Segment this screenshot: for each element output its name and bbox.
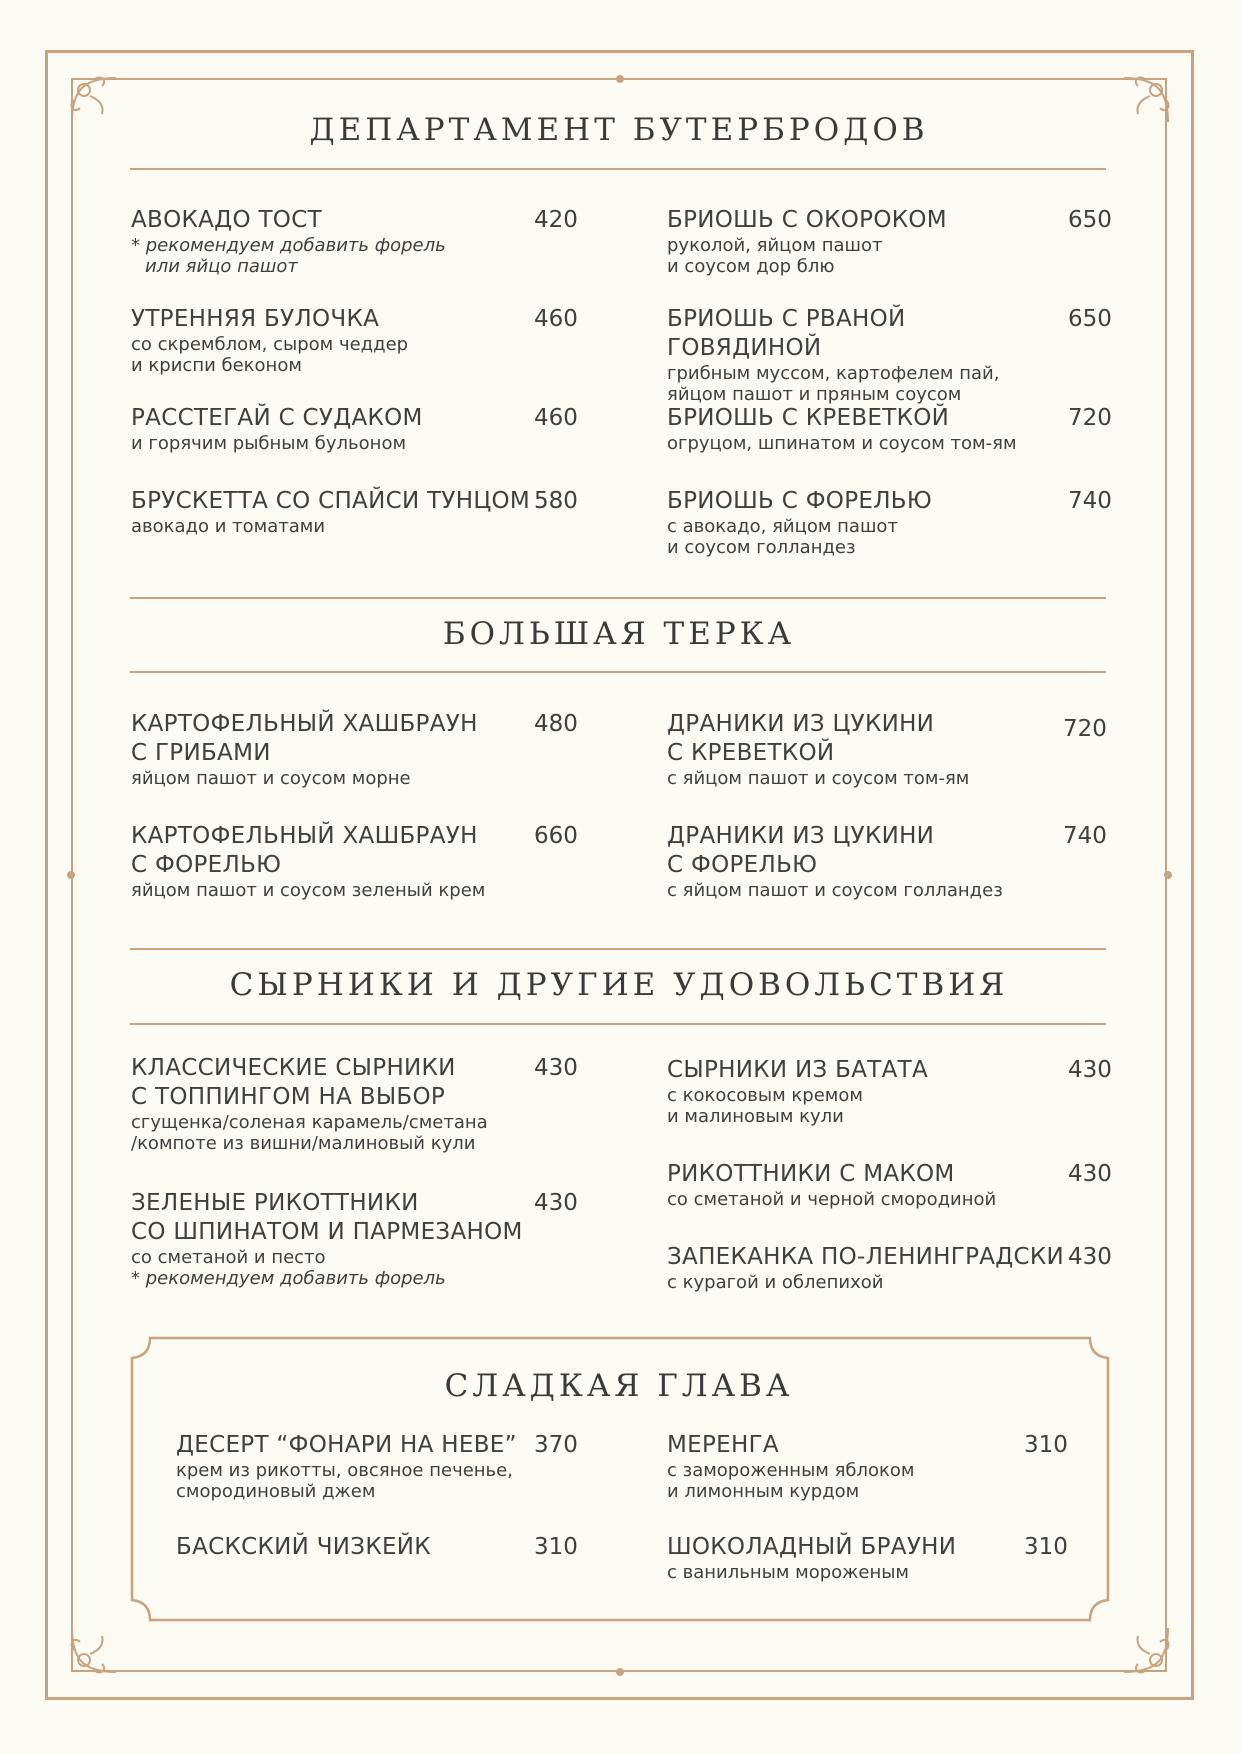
frame-dot-bottom [616, 1668, 624, 1676]
item-desc: и соусом дор блю [667, 256, 835, 277]
item-price: 650 [1068, 207, 1112, 233]
menu-item [667, 1160, 1067, 1210]
frame-dot-left [67, 871, 75, 879]
menu-item [667, 404, 1067, 454]
menu-item [131, 404, 531, 454]
item-name: С ТОППИНГОМ НА ВЫБОР [131, 1084, 446, 1110]
divider [130, 671, 1106, 673]
menu-item [131, 710, 531, 789]
item-price: 430 [1068, 1244, 1112, 1270]
frame-dot-right [1164, 871, 1172, 879]
item-name: СЫРНИКИ ИЗ БАТАТА [667, 1057, 929, 1083]
section-title: ДЕПАРТАМЕНТ БУТЕРБРОДОВ [309, 112, 929, 148]
item-desc: яйцом пашот и соусом зеленый крем [131, 880, 486, 901]
item-price: 310 [1024, 1432, 1068, 1458]
section-title: СЫРНИКИ И ДРУГИЕ УДОВОЛЬСТВИЯ [229, 967, 1009, 1003]
item-note: или яйцо пашот [145, 256, 298, 277]
corner-ornament-icon [1116, 1620, 1176, 1680]
item-price: 460 [534, 306, 578, 332]
item-desc: и соусом голландез [667, 537, 856, 558]
item-name: БРИОШЬ С РВАНОЙ ГОВЯДИНОЙ [667, 306, 906, 361]
item-price: 740 [1068, 488, 1112, 514]
divider [130, 1023, 1106, 1025]
item-price: 480 [534, 711, 578, 737]
divider [130, 168, 1106, 170]
item-name: С ГРИБАМИ [131, 740, 271, 766]
item-price: 310 [1024, 1534, 1068, 1560]
item-name: С ФОРЕЛЬЮ [667, 852, 818, 878]
item-price: 370 [534, 1432, 578, 1458]
item-price: 740 [1063, 823, 1107, 849]
item-name: С ФОРЕЛЬЮ [131, 852, 282, 878]
item-name: КАРТОФЕЛЬНЫЙ ХАШБРАУН [131, 711, 478, 737]
menu-item [667, 1533, 1027, 1583]
item-desc: с авокадо, яйцом пашот [667, 516, 898, 537]
item-name: АВОКАДО ТОСТ [131, 207, 322, 233]
item-name: СО ШПИНАТОМ И ПАРМЕЗАНОМ [131, 1219, 523, 1245]
item-desc: с ванильным мороженым [667, 1562, 909, 1583]
item-desc: с яйцом пашот и соусом голландез [667, 880, 1003, 901]
item-name: ШОКОЛАДНЫЙ БРАУНИ [667, 1534, 957, 1560]
corner-ornament-icon [1116, 70, 1176, 130]
item-name: РИКОТТНИКИ С МАКОМ [667, 1161, 955, 1187]
item-desc: со сметаной и песто [131, 1247, 326, 1268]
item-name: БРИОШЬ С ОКОРОКОМ [667, 207, 947, 233]
menu-item [667, 487, 1067, 558]
item-price: 650 [1068, 306, 1112, 332]
item-name: МЕРЕНГА [667, 1432, 779, 1458]
item-price: 430 [1068, 1057, 1112, 1083]
menu-item [131, 822, 531, 901]
item-desc: яйцом пашот и пряным соусом [667, 384, 962, 405]
menu-item [667, 1056, 1067, 1127]
item-name: ДРАНИКИ ИЗ ЦУКИНИ [667, 823, 935, 849]
item-note: * рекомендуем добавить форель [131, 235, 446, 256]
item-name: КАРТОФЕЛЬНЫЙ ХАШБРАУН [131, 823, 478, 849]
item-desc: авокадо и томатами [131, 516, 326, 537]
item-price: 580 [534, 488, 578, 514]
menu-item [131, 206, 531, 277]
item-name: УТРЕННЯЯ БУЛОЧКА [131, 306, 380, 332]
item-name: БРУСКЕТТА СО СПАЙСИ ТУНЦОМ [131, 488, 531, 514]
item-desc: /компоте из вишни/малиновый кули [131, 1133, 476, 1154]
item-desc: крем из рикотты, овсяное печенье, [176, 1460, 513, 1481]
menu-item [667, 710, 1067, 789]
item-price: 430 [534, 1055, 578, 1081]
item-desc: грибным муссом, картофелем пай, [667, 363, 1000, 384]
item-desc: сгущенка/соленая карамель/сметана [131, 1112, 488, 1133]
menu-item [667, 822, 1067, 901]
divider [130, 948, 1106, 950]
item-name: ЗЕЛЕНЫЕ РИКОТТНИКИ [131, 1190, 419, 1216]
menu-item [667, 1431, 1027, 1502]
item-desc: руколой, яйцом пашот [667, 235, 883, 256]
item-price: 460 [534, 405, 578, 431]
item-desc: с кокосовым кремом [667, 1085, 863, 1106]
item-desc: огруцом, шпинатом и соусом том-ям [667, 433, 1017, 454]
item-desc: смородиновый джем [176, 1481, 376, 1502]
item-price: 720 [1063, 716, 1107, 742]
menu-item [667, 305, 1067, 405]
item-desc: и горячим рыбным бульоном [131, 433, 407, 454]
frame-dot-top [616, 75, 624, 83]
menu-item [131, 487, 541, 537]
item-name: БРИОШЬ С КРЕВЕТКОЙ [667, 405, 950, 431]
item-name: КЛАССИЧЕСКИЕ СЫРНИКИ [131, 1055, 456, 1081]
item-desc: со сметаной и черной смородиной [667, 1189, 997, 1210]
item-desc: с курагой и облепихой [667, 1272, 884, 1293]
corner-ornament-icon [64, 70, 124, 130]
corner-ornament-icon [64, 1620, 124, 1680]
item-desc: с замороженным яблоком [667, 1460, 915, 1481]
menu-item [131, 1054, 531, 1154]
section-title: СЛАДКАЯ ГЛАВА [444, 1368, 794, 1404]
section-title: БОЛЬШАЯ ТЕРКА [442, 616, 796, 652]
item-desc: с яйцом пашот и соусом том-ям [667, 768, 970, 789]
item-price: 660 [534, 823, 578, 849]
item-desc: яйцом пашот и соусом морне [131, 768, 411, 789]
menu-item [667, 206, 1067, 277]
item-desc: и малиновым кули [667, 1106, 844, 1127]
menu-item [176, 1533, 536, 1562]
item-note: * рекомендуем добавить форель [131, 1268, 446, 1289]
item-name: ЗАПЕКАНКА ПО-ЛЕНИНГРАДСКИ [667, 1244, 1065, 1270]
item-desc: и лимонным курдом [667, 1481, 860, 1502]
item-price: 430 [1068, 1161, 1112, 1187]
menu-item [667, 1243, 1067, 1293]
divider [130, 597, 1106, 599]
item-name: БАСКСКИЙ ЧИЗКЕЙК [176, 1534, 431, 1560]
item-desc: и криспи беконом [131, 355, 302, 376]
item-price: 430 [534, 1190, 578, 1216]
item-name: РАССТЕГАЙ С СУДАКОМ [131, 405, 423, 431]
item-name: ДЕСЕРТ “ФОНАРИ НА НЕВЕ” [176, 1432, 517, 1458]
menu-item [176, 1431, 536, 1502]
item-name: БРИОШЬ С ФОРЕЛЬЮ [667, 488, 933, 514]
item-desc: со скремблом, сыром чеддер [131, 334, 409, 355]
menu-item [131, 1189, 531, 1289]
item-name: С КРЕВЕТКОЙ [667, 740, 835, 766]
item-price: 420 [534, 207, 578, 233]
item-price: 310 [534, 1534, 578, 1560]
menu-item [131, 305, 531, 376]
item-name: ДРАНИКИ ИЗ ЦУКИНИ [667, 711, 935, 737]
item-price: 720 [1068, 405, 1112, 431]
